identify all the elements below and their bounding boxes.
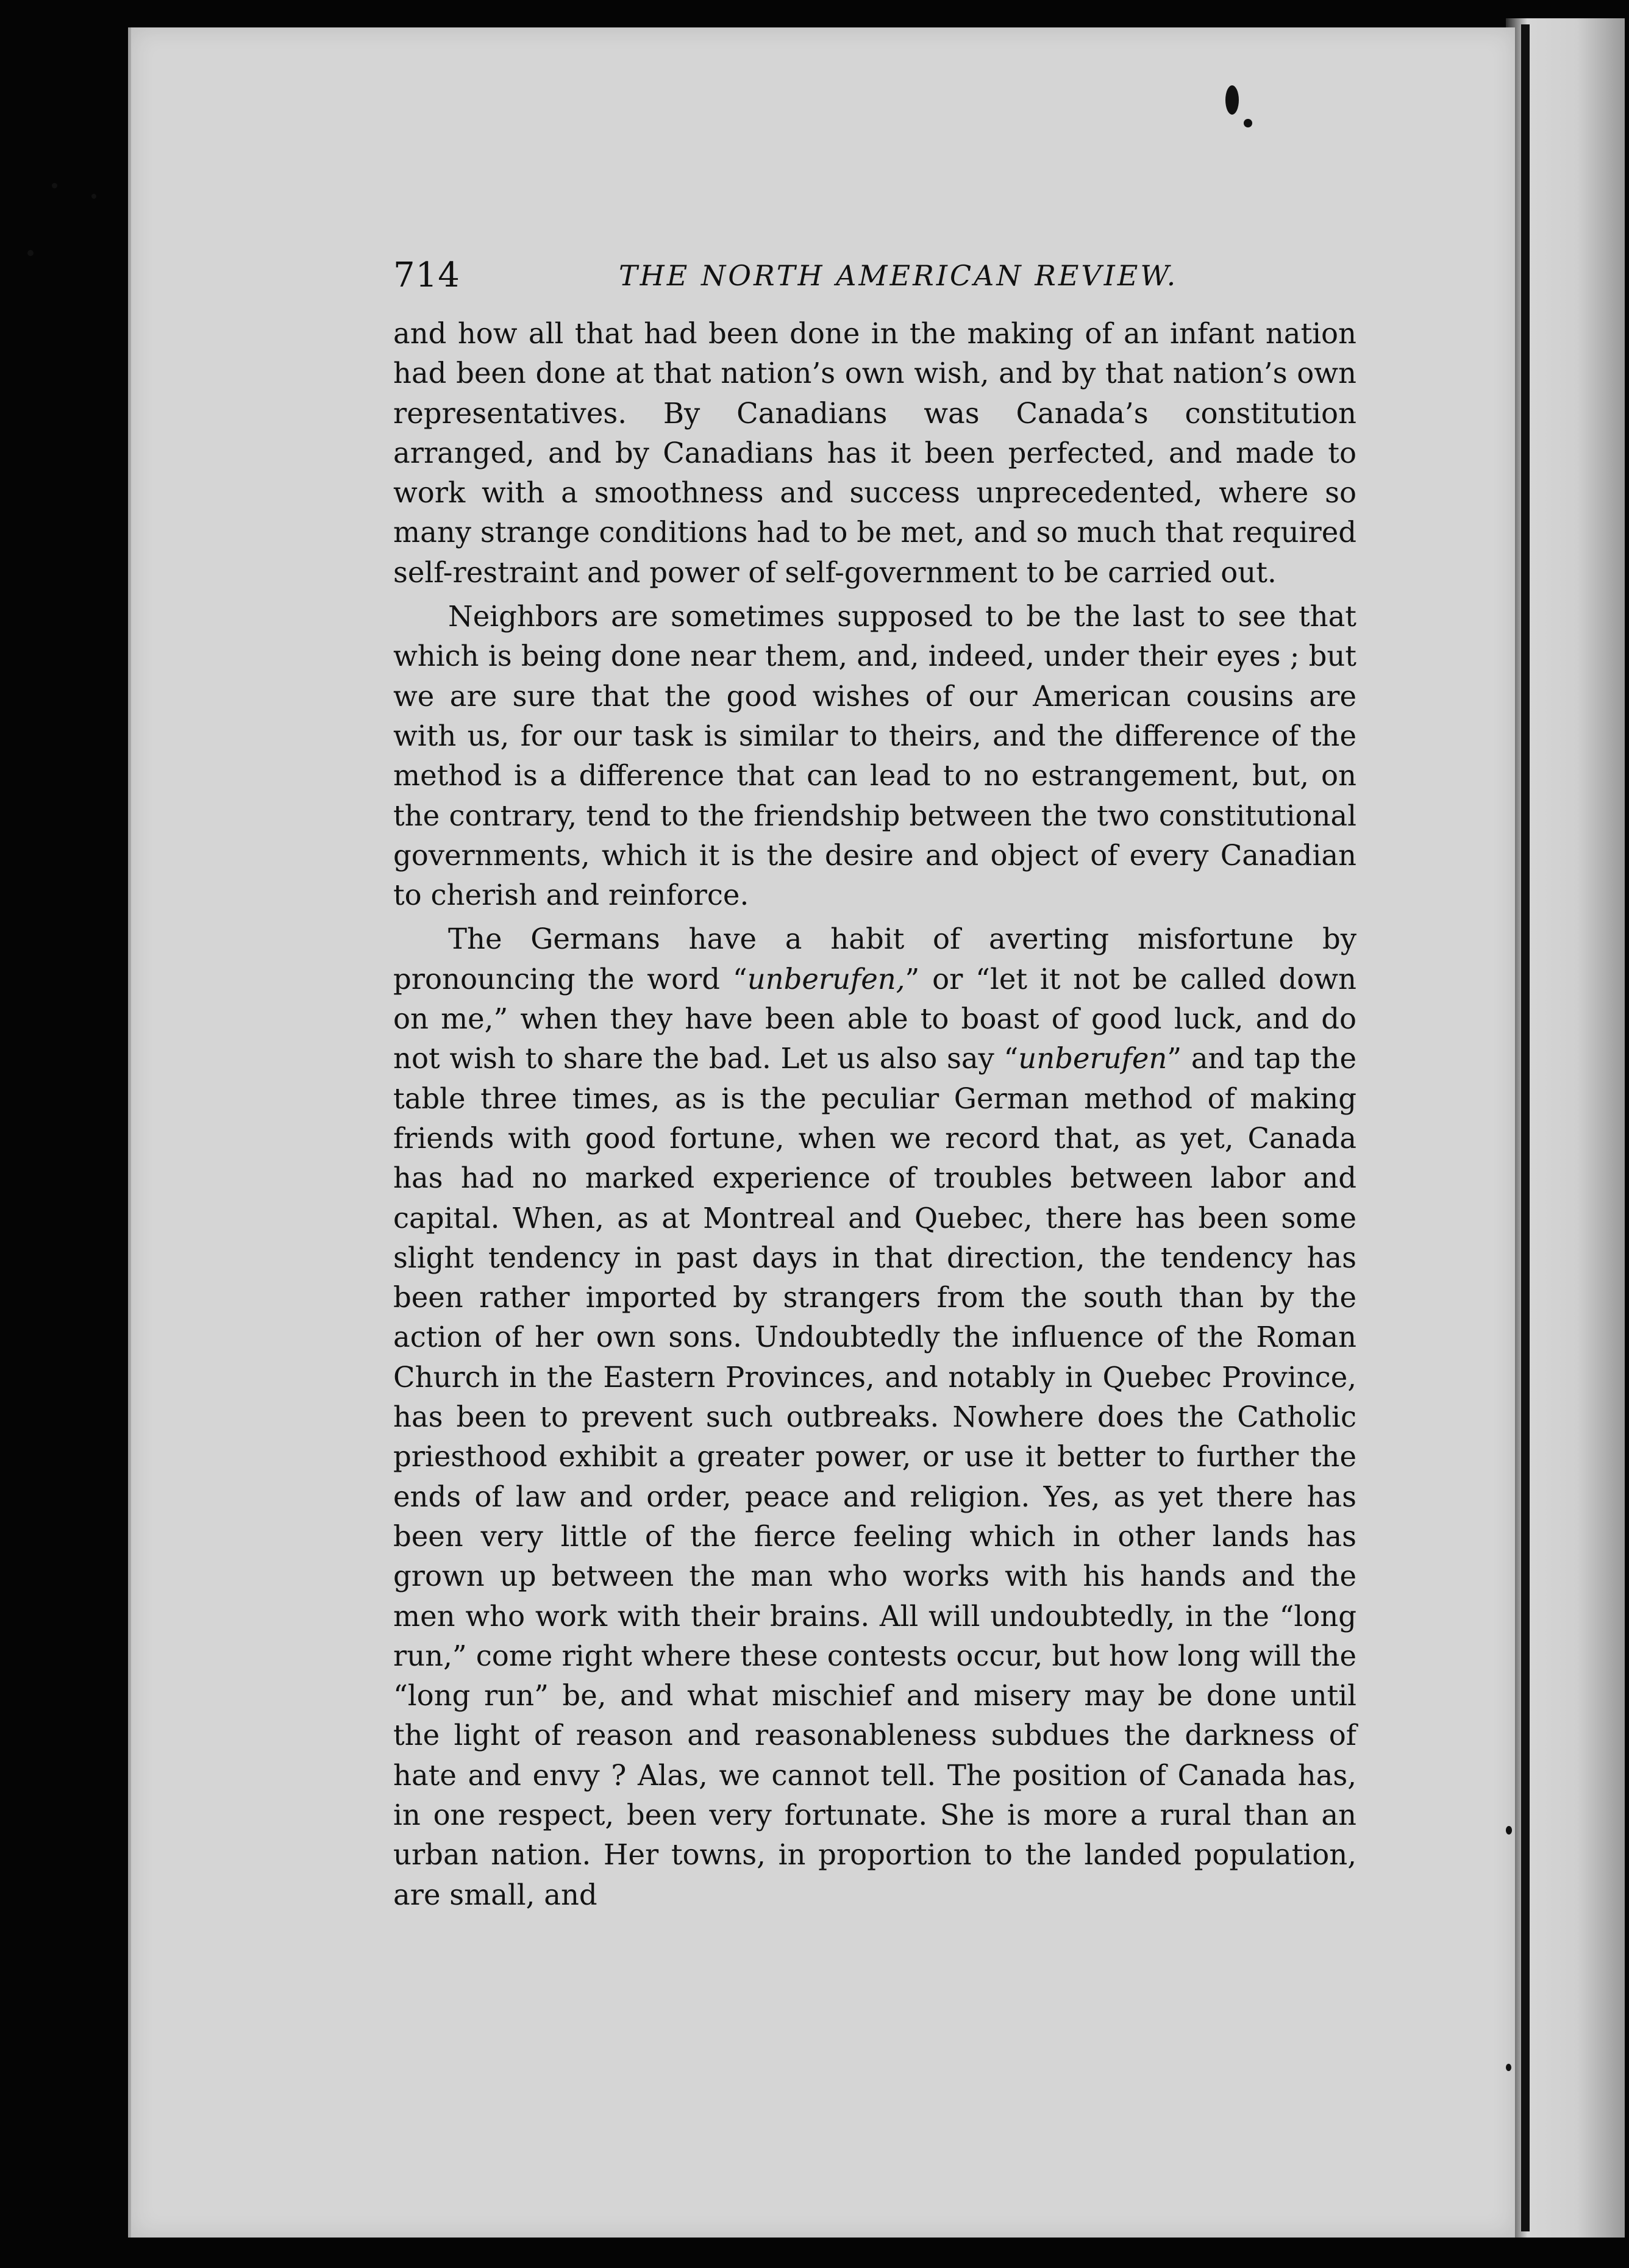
paragraph-3-emphasis-1: unberufen,: [747, 962, 905, 996]
paragraph-3: [393, 919, 1356, 1914]
scan-speck: [1506, 1826, 1512, 1835]
page-header: [393, 251, 1356, 300]
paragraph-1: and how all that had been done in the making of an infant nation had been done at that nation’s own wish, and by that nation’s own representatives. By Canadians was Canada’s constitution arranged, and by Canadians has it been perfected, and made to work with a smoothness and success unprecedented, where so many strange conditions had to be met, and so much that required self-restraint and power of self-government to be carried out.: [393, 317, 1356, 589]
sheet-gutter-line: [1521, 24, 1530, 2231]
paragraph-3-text-c: ” and tap the table three times, as is the peculiar German method of making friends with good fortune, when we record that, as yet, Canada has had no marked experience of troubles between labor and capital. When, as at Montreal and Quebec, there has been some slight tendency in past days in that direction, the tendency has been rather imported by strangers from the south than by the action of her own sons. Undoubtedly the influence of the Roman Church in the Eastern Provinces, and notably in Quebec Province, has been to prevent such outbreaks. Nowhere does the Catholic priesthood exhibit a greater power, or use it better to further the ends of law and order, peace and religion. Yes, as yet there has been very little of the fierce feeling which in other lands has grown up between the man who works with his hands and the men who work with their brains. All will undoubtedly, in the “long run,” come right where these contests occur, but how long will the “long run” be, and what mischief and misery may be done until the light of reason and reasonableness subdues the darkness of hate and envy ? Alas, we cannot tell. The position of Canada has, in one respect, been very fortunate. She is more a rural than an urban nation. Her towns, in proportion to the landed population, are small, and: [393, 1042, 1356, 1911]
scan-speck: [1244, 119, 1252, 127]
margin-speck: [27, 250, 34, 256]
running-head-title: THE NORTH AMERICAN REVIEW.: [619, 259, 1178, 292]
paragraph-3-emphasis-2: unberufen: [1018, 1042, 1167, 1075]
article-body: [393, 314, 1356, 1915]
margin-speck: [52, 183, 57, 188]
paragraph-3-text-a: The Germans have a habit of averting misfortune by pronouncing the word “: [393, 922, 1356, 996]
page-number: 714: [393, 255, 460, 295]
paragraph-2: Neighbors are sometimes supposed to be the last to see that which is being done near them, and, indeed, under their eyes ; but we are sure that the good wishes of our American cousins are with us, for our task is similar to theirs, and the difference of the method is a difference that can lead to no estrangement, but, on the contrary, tend to the friendship between the two constitutional governments, which it is the desire and object of every Canadian to cherish and reinforce.: [393, 600, 1356, 912]
scan-speck: [1225, 85, 1239, 115]
margin-speck: [91, 194, 96, 199]
scan-speck: [1506, 2064, 1511, 2071]
paragraph-3-text-b: ” or “let it not be called down on me,” when they have been able to boast of good luck, and do not wish to share the bad. Let us also say “: [393, 962, 1356, 1075]
